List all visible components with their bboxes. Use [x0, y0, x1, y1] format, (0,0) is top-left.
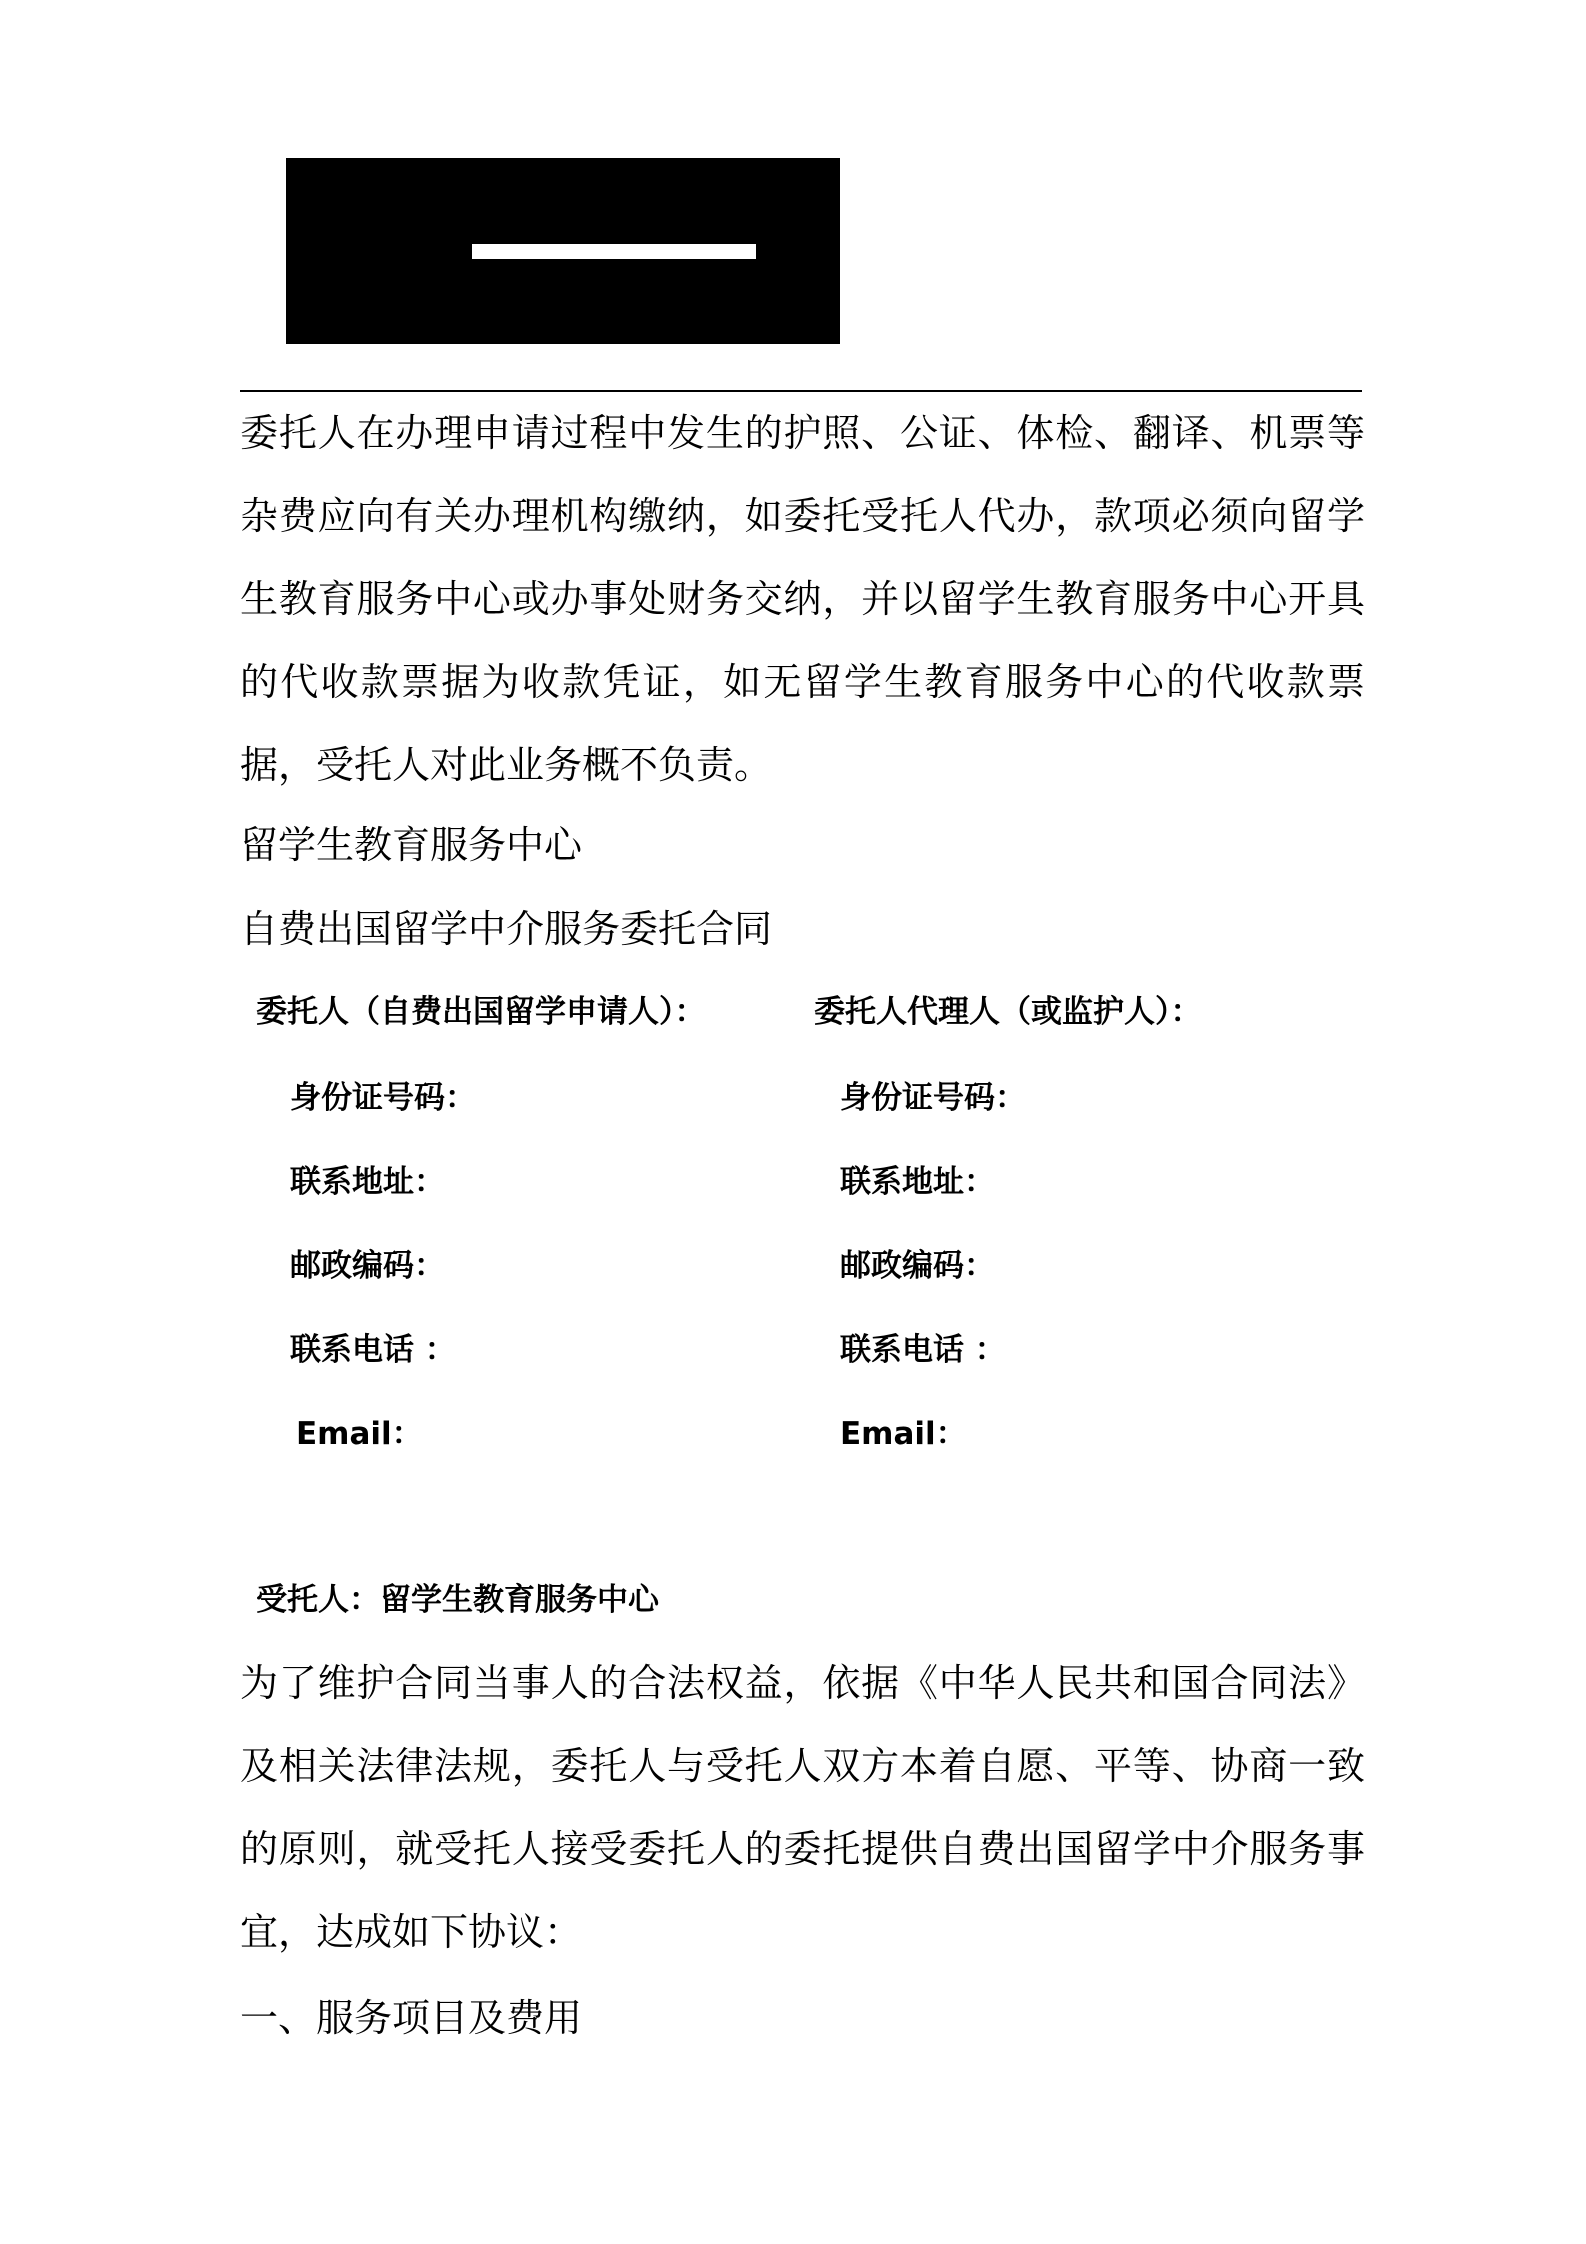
agent-postcode-label: 邮政编码：	[840, 1248, 995, 1284]
client-phone-label: 联系电话 ：	[290, 1332, 456, 1368]
paragraph-fees: 委托人在办理申请过程中发生的护照、公证、体检、翻译、机票等杂费应向有关办理机构缴纳，如委托受托人代办，款项必须向留学生教育服务中心或办事处财务交纳，并以留学生教育服务中心开具的代收款票据为收款凭证，如无留学生教育服务中心的代收款票据，受托人对此业务概不负责。	[240, 411, 1365, 787]
section-heading: 一、服务项目及费用	[240, 1996, 583, 2040]
client-email-label: Email：	[296, 1416, 423, 1452]
agent-email-label: Email：	[840, 1416, 967, 1452]
preamble: 为了维护合同当事人的合法权益，依据《中华人民共和国合同法》及相关法律法规，委托人与受托人双方本着自愿、平等、协商一致的原则，就受托人接受委托人的委托提供自费出国留学中介服务事宜，达成如下协议：	[240, 1661, 1365, 1954]
agent-phone-label: 联系电话 ：	[840, 1332, 1006, 1368]
logo-mark	[372, 244, 472, 259]
agent-id-label: 身份证号码：	[840, 1080, 1026, 1116]
client-postcode-label: 邮政编码：	[290, 1248, 445, 1284]
org-name: 留学生教育服务中心	[240, 823, 583, 867]
agent-address-label: 联系地址：	[840, 1164, 995, 1200]
client-id-label: 身份证号码：	[290, 1080, 476, 1116]
logo-banner	[286, 158, 840, 344]
contract-title: 自费出国留学中介服务委托合同	[240, 907, 773, 951]
logo-strip	[372, 244, 756, 259]
agent-heading: 委托人代理人（或监护人）：	[814, 994, 1202, 1030]
client-heading: 委托人（自费出国留学申请人）：	[256, 994, 706, 1030]
trustee-label: 受托人：留学生教育服务中心	[256, 1582, 659, 1618]
client-address-label: 联系地址：	[290, 1164, 445, 1200]
